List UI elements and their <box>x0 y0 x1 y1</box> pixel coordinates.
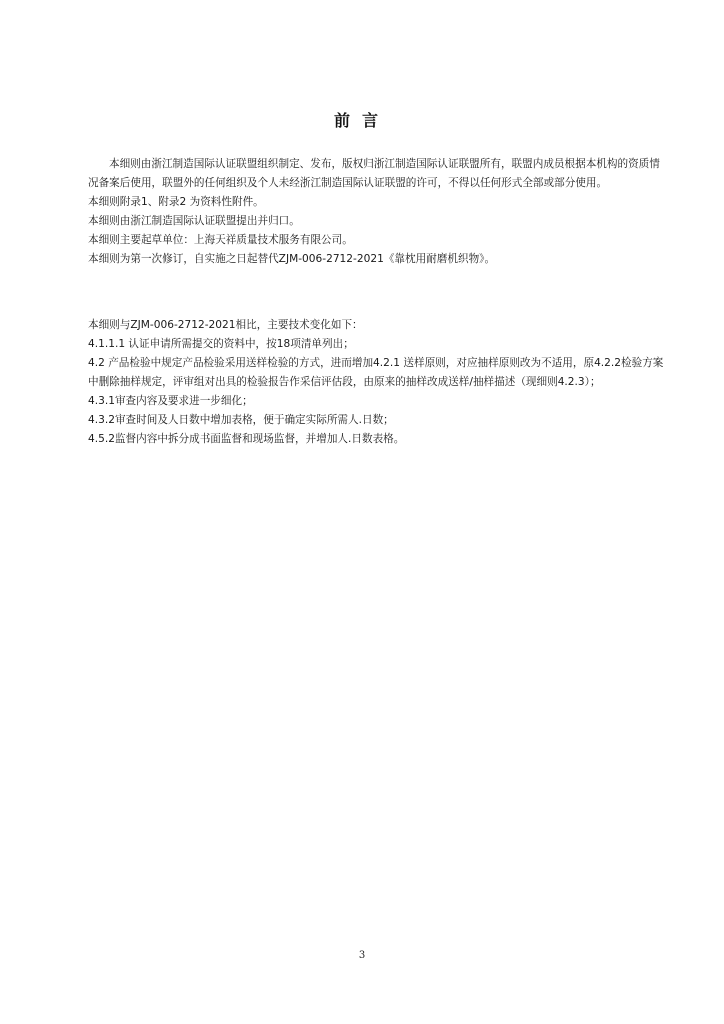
intro-paragraph: 本细则由浙江制造国际认证联盟组织制定、发布，版权归浙江制造国际认证联盟所有，联盟内成员根据本机构的资质情况备案后使用，联盟外的任何组织及个人未经浙江制造国际认证联盟的许可，不得以任何形式全部或部分使用。 <box>88 158 660 189</box>
page-number: 3 <box>358 950 366 961</box>
change-item: 4.3.2审查时间及人日数中增加表格，便于确定实际所需人.日数； <box>88 414 394 426</box>
intro-paragraph: 本细则附录1、附录2 为资料性附件。 <box>88 196 264 208</box>
change-item: 4.3.1审查内容及要求进一步细化； <box>88 395 253 407</box>
intro-paragraph: 本细则为第一次修订，自实施之日起替代ZJM-006-2712-2021《靠枕用耐磨机织物》。 <box>88 253 496 265</box>
intro-paragraph: 本细则主要起草单位：上海天祥质量技术服务有限公司。 <box>88 234 353 246</box>
intro-paragraph: 本细则由浙江制造国际认证联盟提出并归口。 <box>88 215 300 227</box>
change-item: 4.2 产品检验中规定产品检验采用送样检验的方式，进而增加4.2.1 送样原则，对应抽样原则改为不适用，原4.2.2检验方案中删除抽样规定，评审组对出具的检验报告作采信评估段，由原来的抽样改成送样/抽样描述（现细则4.2.3）； <box>88 357 664 388</box>
page-title: 前言 <box>333 111 390 130</box>
change-item: 4.1.1.1 认证申请所需提交的资料中，按18项清单列出； <box>88 338 354 350</box>
changes-intro: 本细则与ZJM-006-2712-2021相比，主要技术变化如下： <box>88 319 363 331</box>
intro-section <box>88 155 668 269</box>
changes-section <box>88 316 668 449</box>
change-item: 4.5.2监督内容中拆分成书面监督和现场监督，并增加人.日数表格。 <box>88 433 405 445</box>
